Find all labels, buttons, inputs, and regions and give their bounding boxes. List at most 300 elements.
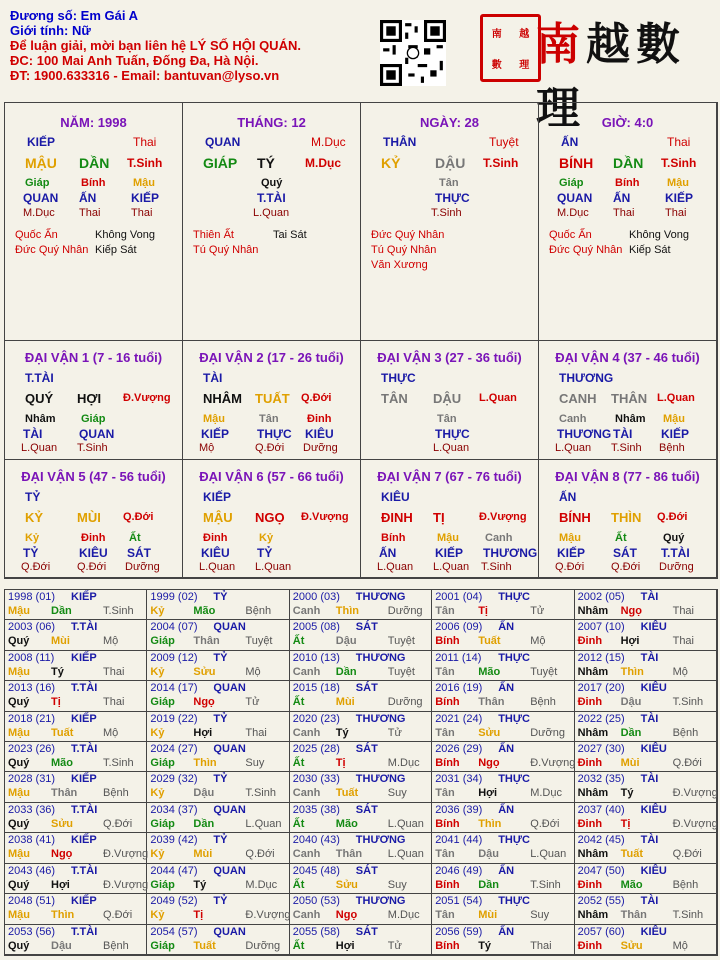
year-stem: Đinh [577,939,603,952]
hidden-ten-god: KIẾP [131,191,160,205]
hidden-stage: L.Quan [21,442,58,454]
year-branch: Mão [478,665,501,678]
year-cell [432,925,574,955]
year-cell [5,742,147,772]
year-stage: Q.Đới [672,757,702,770]
year-label: 2043 (46) [8,864,56,877]
year-branch: Tuất [478,635,501,648]
year-cell [5,894,147,924]
year-stem: Quý [8,878,30,891]
year-branch: Ngọ [478,757,500,770]
year-stage: Dưỡng [387,696,423,709]
subject-gender: Giới tính: Nữ [10,23,91,38]
year-stage: Đ.Vượng [245,909,291,922]
year-stage: Mộ [672,939,688,952]
year-branch: Tị [193,909,204,922]
year-branch: Dần [335,665,357,678]
dai-van-cell [5,460,183,578]
dai-van-cell [183,460,361,578]
year-stage: Q.Đới [530,817,560,830]
year-branch: Thân [335,848,363,861]
year-ten-god: THỰC [498,834,530,847]
year-stage: Q.Đới [672,848,702,861]
hidden-stem: Giáp [81,413,106,425]
dai-van-stage: Q.Đới [123,511,154,523]
year-ten-god: KIÊU [640,621,667,634]
header-info [10,8,301,83]
hidden-stage: Dưỡng [303,442,338,454]
year-cell [147,772,289,802]
hidden-stem: Nhâm [25,413,56,425]
year-branch: Tý [478,939,492,952]
year-ten-god: ẤN [498,925,515,938]
dai-van-stem: CANH [559,391,597,406]
year-label: 2041 (44) [435,834,483,847]
year-label: 2054 (57) [150,925,198,938]
dai-van-title: ĐẠI VẬN 4 (37 - 46 tuổi) [555,350,700,365]
year-stem: Bính [435,757,460,770]
year-stage: Mộ [245,665,261,678]
pillar-stem: KỶ [381,155,401,171]
year-stage: Đ.Vượng [530,757,576,770]
year-stage: Suy [245,757,265,770]
hidden-stage: L.Quan [377,561,414,573]
pillar-branch: DẬU [435,155,466,171]
dai-van-title: ĐẠI VẬN 5 (47 - 56 tuổi) [21,469,166,484]
year-stem: Canh [292,665,321,678]
year-cell [290,712,432,742]
year-ten-god: ẤN [498,864,515,877]
year-cell [575,925,717,955]
year-branch: Tuất [51,726,74,739]
year-stem: Tân [435,787,455,800]
year-branch: Thân [51,787,78,800]
year-cell [290,681,432,711]
year-stem: Canh [292,848,321,861]
pillar-title: GIỜ: 4:0 [601,115,654,130]
year-stage: T.Sinh [672,909,704,922]
year-stage: Tử [530,605,545,617]
hidden-ten-god: SÁT [127,546,151,560]
year-stem: Giáp [150,635,175,648]
year-cell [575,712,717,742]
year-ten-god: THỰC [498,712,530,725]
year-label: 2005 (08) [292,621,340,634]
hidden-stem: Mậu [133,177,155,189]
year-label: 2039 (42) [150,834,198,847]
year-cell [290,925,432,955]
year-branch: Thân [478,696,505,709]
year-cell [432,894,574,924]
hidden-ten-god: KIÊU [305,427,334,441]
pillar-stage: T.Sinh [127,156,163,170]
year-stem: Bính [435,817,460,830]
year-label: 2042 (45) [577,834,625,847]
year-cell [290,864,432,894]
year-stage: Dưỡng [245,939,281,952]
hidden-ten-god: TÀI [23,427,43,441]
year-label: 2021 (24) [435,712,483,725]
hidden-stage: L.Quan [255,561,292,573]
year-branch: Hợi [478,787,498,800]
year-label: 2006 (09) [435,621,483,634]
hidden-stem: Ất [129,532,141,544]
dai-van-title: ĐẠI VẬN 1 (7 - 16 tuổi) [24,350,163,365]
hidden-stage: Q.Đới [555,561,585,573]
year-ten-god: QUAN [213,864,246,877]
year-stem: Đinh [577,696,603,709]
hidden-ten-god: KIẾP [435,546,464,560]
year-branch: Tuất [193,939,216,952]
year-stage: M.Dục [387,909,420,922]
year-ten-god: KIẾP [71,591,97,603]
year-ten-god: TỶ [213,773,228,786]
year-label: 2056 (59) [435,925,483,938]
year-cell [5,681,147,711]
year-cell [5,925,147,955]
year-ten-god: THƯƠNG [355,773,406,786]
year-stage: Đ.Vượng [103,878,149,891]
annual-luck-table [4,589,718,956]
year-stem: Đinh [577,757,603,770]
dai-van-stage: Đ.Vượng [123,392,171,404]
dai-van-stem: BÍNH [559,510,591,525]
year-branch: Sửu [335,878,358,891]
star-name: Quốc Ấn [15,229,58,241]
year-label: 2009 (12) [150,651,198,664]
hidden-stem: Bính [81,177,106,189]
year-stem: Mậu [8,665,30,678]
hidden-stage: Thai [131,207,153,219]
year-stem: Quý [8,817,30,830]
year-ten-god: QUAN [213,682,246,695]
hidden-stem: Mậu [437,532,459,544]
year-label: 2018 (21) [8,712,56,725]
dai-van-cell [539,341,717,460]
year-label: 2030 (33) [292,773,340,786]
hidden-stem: Đinh [307,413,332,425]
dai-van-cell [361,460,539,578]
contact-invite: Để luận giải, mời bạn liên hệ LÝ SỐ HỘI QUÁN. [10,38,301,53]
star-name: Kiếp Sát [95,244,137,256]
pillar-cell [361,103,539,341]
year-stem: Kỷ [150,605,165,617]
year-label: 2016 (19) [435,682,483,695]
hidden-stage: Thai [613,207,635,219]
year-label: 2048 (51) [8,895,56,908]
year-branch: Tý [51,665,64,678]
hidden-ten-god: ẤN [379,546,397,560]
year-cell [575,864,717,894]
year-cell [147,620,289,650]
year-label: 2032 (35) [577,773,625,786]
year-branch: Mùi [335,696,355,709]
dai-van-branch: HỢI [77,391,102,406]
hidden-ten-god: TỶ [257,546,273,560]
dai-van-title: ĐẠI VẬN 6 (57 - 66 tuổi) [199,469,344,484]
year-label: 2051 (54) [435,895,483,908]
year-label: 2008 (11) [8,651,55,664]
hidden-stem: Bính [615,177,640,189]
year-cell [5,772,147,802]
year-stem: Ất [292,939,305,952]
year-cell [575,894,717,924]
brand-logo: 南越數理 [536,19,686,134]
year-stem: Tân [435,848,455,861]
year-stage: L.Quan [387,848,424,861]
year-ten-god: T.TÀI [71,743,98,756]
year-ten-god: QUAN [213,925,246,938]
year-stem: Ất [292,878,305,891]
year-branch: Dần [51,605,72,617]
hidden-ten-god: T.TÀI [661,546,690,560]
year-branch: Tuất [335,787,359,800]
year-stage: L.Quan [530,848,567,861]
hidden-ten-god: THỰC [435,427,470,441]
hidden-stage: L.Quan [555,442,592,454]
hidden-stem: Đinh [203,532,228,544]
year-cell [575,620,717,650]
year-ten-god: SÁT [355,682,378,695]
year-branch: Dần [478,878,499,891]
pillar-title: THÁNG: 12 [237,115,306,130]
hidden-ten-god: QUAN [557,191,593,205]
year-branch: Tị [620,817,631,830]
year-label: 2015 (18) [292,682,340,695]
year-stem: Canh [292,726,321,739]
hidden-stem: Quý [261,177,283,189]
year-stem: Ất [292,635,305,648]
pillar-stage: T.Sinh [661,156,697,170]
hidden-stage: Dưỡng [659,561,694,573]
hidden-stem: Giáp [25,177,50,189]
hidden-stem: Canh [485,532,513,544]
year-stem: Bính [435,635,460,648]
year-stage: Suy [530,909,550,922]
hidden-stage: Thai [79,207,101,219]
hidden-ten-god: QUAN [79,427,115,441]
star-name: Kiếp Sát [629,244,671,256]
year-ten-god: TÀI [640,895,659,908]
year-label: 2034 (37) [150,803,198,816]
year-ten-god: ẤN [498,682,515,695]
year-cell [290,803,432,833]
hidden-stem: Tân [437,413,457,425]
year-branch: Ngọ [51,848,73,861]
year-cell [5,620,147,650]
year-ten-god: SÁT [355,925,378,938]
year-cell [5,803,147,833]
hidden-stage: Bệnh [659,442,685,454]
year-stem: Nhâm [577,726,609,739]
year-label: 2007 (10) [577,621,625,634]
hidden-stage: T.Sinh [77,442,108,454]
contact-address: ĐC: 100 Mai Anh Tuấn, Đống Đa, Hà Nội. [10,53,259,68]
year-cell [290,772,432,802]
hidden-stem: Mậu [667,177,689,189]
year-label: 2003 (06) [8,621,56,634]
dai-van-branch: TỊ [433,510,445,525]
dai-van-ten-god: THỰC [381,371,416,385]
year-branch: Thân [620,909,647,922]
year-stem: Bính [435,696,460,709]
year-stage: Bệnh [103,939,129,952]
year-stage: Tử [387,939,402,952]
year-branch: Dần [193,817,215,830]
dai-van-stage: Đ.Vượng [301,511,349,523]
year-label: 2026 (29) [435,743,483,756]
hidden-stage: Q.Đới [21,561,51,573]
year-stem: Mậu [8,787,30,800]
seal-stamp: 南 越 數 理 [480,14,541,82]
year-branch: Mùi [620,757,640,770]
dai-van-cell [539,460,717,578]
year-stem: Quý [8,696,30,709]
dai-van-ten-god: T.TÀI [25,371,54,385]
dai-van-branch: DẬU [433,391,462,406]
year-cell [290,833,432,863]
year-cell [147,681,289,711]
year-stage: T.Sinh [530,878,561,891]
year-label: 1998 (01) [8,591,56,603]
dai-van-stem: TÂN [381,391,408,406]
year-branch: Dậu [193,787,215,800]
year-ten-god: THƯƠNG [355,712,406,725]
year-label: 2010 (13) [292,651,340,664]
year-ten-god: T.TÀI [71,864,98,877]
year-branch: Ngọ [335,909,358,922]
year-stage: Q.Đới [103,909,133,922]
year-stem: Nhâm [577,665,609,678]
dai-van-ten-god: THƯƠNG [559,371,614,385]
year-label: 2019 (22) [150,712,198,725]
hidden-stage: L.Quan [433,442,470,454]
year-ten-god: THỰC [498,895,530,908]
year-stem: Đinh [577,878,603,891]
year-stem: Quý [8,635,30,648]
year-stem: Mậu [8,848,30,861]
year-branch: Sửu [193,665,216,678]
star-name: Đức Quý Nhân [549,244,623,256]
star-name: Tú Quý Nhân [371,244,437,256]
dai-van-title: ĐẠI VẬN 8 (77 - 86 tuổi) [555,469,700,484]
star-name: Tai Sát [273,229,307,241]
year-ten-god: TÀI [640,591,659,603]
year-label: 2050 (53) [292,895,340,908]
pillar-stem: GIÁP [203,155,238,171]
year-stem: Canh [292,605,321,617]
hidden-ten-god: TỶ [23,546,39,560]
year-branch: Tị [335,757,346,770]
year-branch: Tý [620,787,634,800]
hidden-ten-god: KIẾP [201,427,230,441]
year-cell [290,651,432,681]
year-branch: Sửu [478,726,501,739]
year-stem: Kỷ [150,726,165,739]
year-branch: Sửu [51,817,74,830]
year-cell [432,772,574,802]
hidden-ten-god: KIÊU [79,546,108,560]
pillar-ten-god: KIẾP [27,135,56,149]
pillar-stem: BÍNH [559,155,594,171]
star-name: Tú Quý Nhân [193,244,259,256]
year-stem: Quý [8,757,30,770]
year-ten-god: TÀI [640,834,659,847]
star-name: Đức Quý Nhân [15,244,89,256]
year-cell [432,712,574,742]
dai-van-branch: THÂN [611,391,648,406]
year-branch: Thìn [478,817,502,830]
year-cell [575,772,717,802]
year-cell [5,864,147,894]
year-cell [147,894,289,924]
year-branch: Mùi [478,909,498,922]
year-cell [147,864,289,894]
year-ten-god: TÀI [640,773,659,786]
year-label: 2013 (16) [8,682,56,695]
year-stage: M.Dục [387,757,420,770]
subject-name: Đương số: Em Gái A [10,8,138,23]
year-stage: Bệnh [672,878,699,891]
year-stage: Thai [672,635,694,648]
hidden-stage: L.Quan [253,207,290,219]
year-branch: Mão [620,878,643,891]
year-stage: Thai [103,665,125,678]
pillar-ten-god: ẤN [561,135,579,149]
hidden-ten-god: THỰC [435,191,470,205]
year-stage: Q.Đới [245,848,275,861]
year-label: 2046 (49) [435,864,483,877]
star-name: Văn Xương [371,259,428,271]
year-label: 2012 (15) [577,651,625,664]
dai-van-ten-god: TỶ [25,490,41,504]
year-ten-god: TỶ [213,712,228,725]
year-branch: Ngọ [620,605,642,617]
year-branch: Mão [335,817,358,830]
year-stem: Giáp [150,757,175,770]
dai-van-ten-god: TÀI [203,371,223,385]
dai-van-stem: QUÝ [25,391,54,406]
year-ten-god: KIẾP [71,834,97,847]
year-stage: Dưỡng [530,726,565,739]
year-stem: Quý [8,939,30,952]
pillar-cell [5,103,183,341]
year-stem: Nhâm [577,605,609,617]
dai-van-branch: THÌN [611,510,642,525]
year-branch: Hợi [51,878,70,891]
year-ten-god: KIẾP [71,651,97,664]
year-stem: Canh [292,909,321,922]
hidden-ten-god: TÀI [613,427,633,441]
year-cell [147,803,289,833]
hidden-stage: M.Dục [23,207,55,219]
hidden-stem: Đinh [81,532,106,544]
hidden-stage: L.Quan [199,561,236,573]
year-cell [432,833,574,863]
hidden-stage: Q.Đới [77,561,107,573]
dai-van-ten-god: KIÊU [381,490,410,504]
year-stem: Đinh [577,635,603,648]
year-stem: Kỷ [150,665,165,678]
year-cell [290,742,432,772]
year-branch: Dậu [620,696,642,709]
year-label: 2020 (23) [292,712,340,725]
pillar-ten-god: THÂN [383,135,417,149]
year-cell [432,590,574,620]
dai-van-branch: TUẤT [255,391,290,406]
year-label: 2035 (38) [292,803,340,816]
year-stage: Mộ [530,635,546,648]
